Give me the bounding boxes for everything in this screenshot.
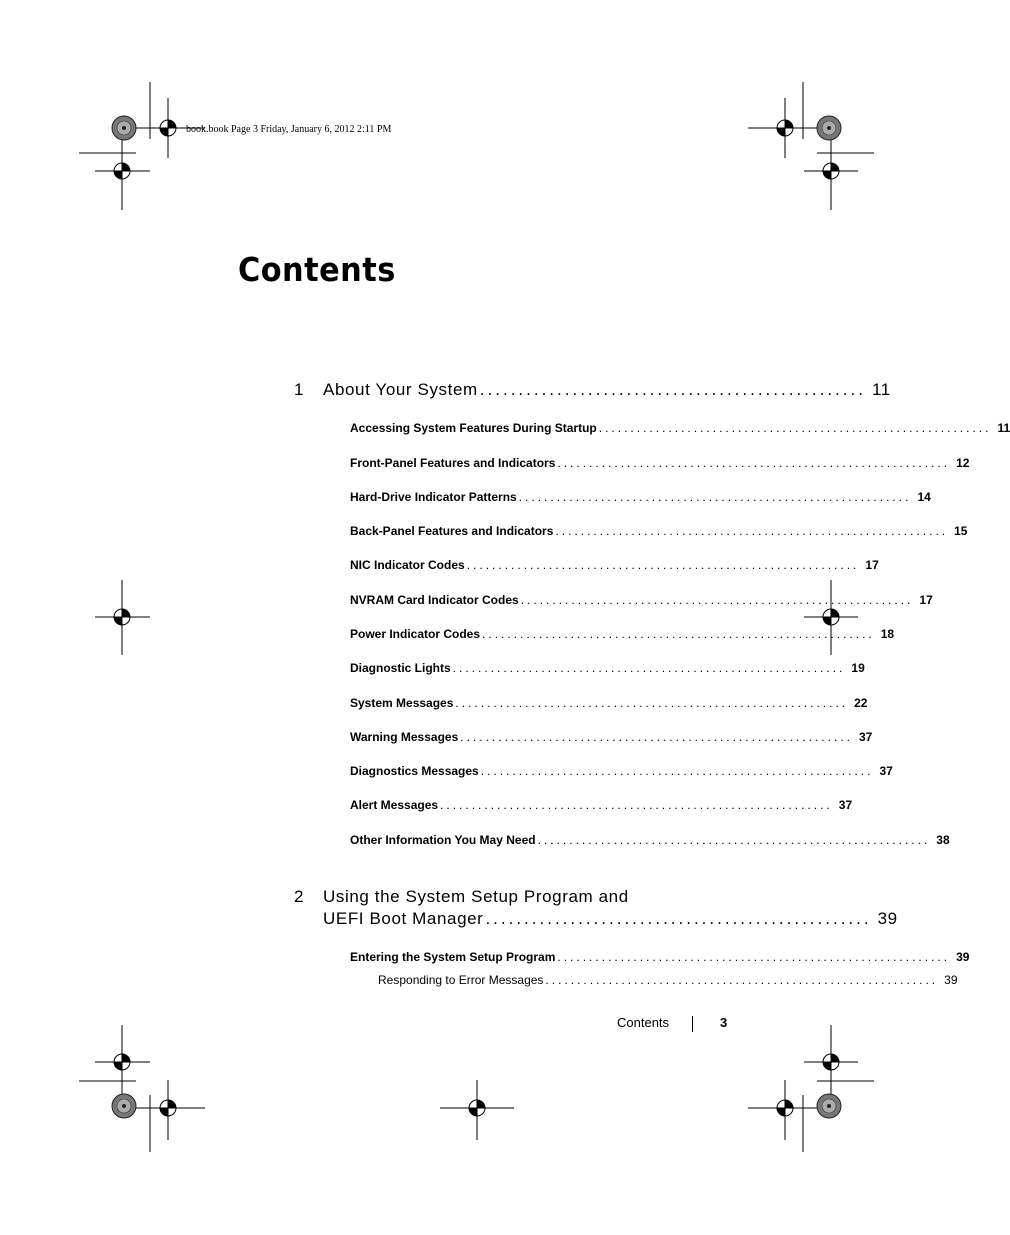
toc-section[interactable] — [350, 421, 1010, 435]
section-page: 38 — [936, 833, 950, 847]
dot-leader: .............................................................. — [518, 490, 912, 504]
section-title: Back-Panel Features and Indicators — [350, 524, 554, 538]
dot-leader: .................................................. — [479, 380, 866, 399]
section-title: Warning Messages — [350, 730, 459, 744]
toc-section[interactable] — [350, 730, 873, 744]
section-page: 37 — [858, 730, 873, 744]
section-title: System Messages — [350, 696, 454, 710]
toc-section[interactable] — [350, 456, 970, 470]
section-title: NVRAM Card Indicator Codes — [350, 593, 519, 607]
dot-leader: .............................................................. — [482, 627, 875, 641]
section-page: 17 — [919, 593, 933, 607]
page-title: Contents — [238, 250, 396, 289]
dot-leader: .............................................................. — [452, 661, 846, 675]
dot-leader: .............................................................. — [440, 798, 833, 812]
chapter-number: 2 — [294, 887, 305, 906]
chapter-title: UEFI Boot Manager — [323, 909, 484, 928]
dot-leader: .............................................................. — [557, 950, 951, 964]
toc-chapter-2[interactable] — [323, 909, 898, 929]
dot-leader: .............................................................. — [555, 524, 949, 538]
section-page: 12 — [956, 456, 970, 470]
toc-section[interactable] — [350, 627, 895, 641]
chapter-number: 1 — [294, 380, 305, 399]
dot-leader: .............................................................. — [455, 696, 849, 710]
dot-leader: .............................................................. — [598, 421, 992, 435]
section-title: Diagnostic Lights — [350, 661, 451, 675]
toc-section[interactable] — [350, 950, 970, 964]
dot-leader: .............................................................. — [537, 833, 931, 847]
dot-leader: .................................................. — [485, 909, 872, 928]
dot-leader: .............................................................. — [545, 973, 939, 987]
section-page: 14 — [917, 490, 931, 504]
section-page: 37 — [879, 764, 893, 778]
dot-leader: .............................................................. — [480, 764, 874, 778]
dot-leader: .............................................................. — [520, 593, 914, 607]
section-title: Alert Messages — [350, 798, 439, 812]
chapter-page: 39 — [877, 909, 898, 928]
dot-leader: .............................................................. — [460, 730, 853, 744]
toc-section[interactable] — [350, 661, 865, 675]
page-number: 3 — [720, 1015, 728, 1030]
print-slug: book.book Page 3 Friday, January 6, 2012 2:11 PM — [186, 124, 392, 135]
toc-chapter-1[interactable] — [294, 380, 891, 400]
dot-leader: .............................................................. — [466, 558, 860, 572]
section-page: 15 — [954, 524, 968, 538]
chapter-page: 11 — [871, 380, 891, 399]
section-title: Other Information You May Need — [350, 833, 536, 847]
toc-section[interactable] — [350, 696, 868, 710]
subsection-page: 39 — [944, 973, 958, 987]
section-title: Hard-Drive Indicator Patterns — [350, 490, 517, 504]
chapter-title: About Your System — [323, 380, 478, 399]
toc-section[interactable] — [350, 833, 950, 847]
toc-section[interactable] — [350, 524, 968, 538]
section-page: 22 — [854, 696, 868, 710]
section-title: Front-Panel Features and Indicators — [350, 456, 556, 470]
toc-section[interactable] — [350, 593, 933, 607]
section-title: Diagnostics Messages — [350, 764, 479, 778]
toc-subsection[interactable] — [378, 973, 958, 987]
section-title: NIC Indicator Codes — [350, 558, 465, 572]
toc-section[interactable] — [350, 764, 893, 778]
section-title: Power Indicator Codes — [350, 627, 481, 641]
section-page: 39 — [956, 950, 970, 964]
chapter-title-line-1: Using the System Setup Program and — [323, 887, 629, 906]
footer-divider — [692, 1016, 693, 1032]
subsection-title: Responding to Error Messages — [378, 973, 544, 987]
toc-section[interactable] — [350, 558, 879, 572]
section-page: 18 — [880, 627, 895, 641]
toc-section[interactable] — [350, 798, 853, 812]
section-page: 17 — [865, 558, 879, 572]
toc-section[interactable] — [350, 490, 931, 504]
footer-label: Contents — [617, 1015, 670, 1030]
toc-chapter-2-heading[interactable] — [294, 887, 629, 907]
section-page: 37 — [838, 798, 853, 812]
section-title: Accessing System Features During Startup — [350, 421, 597, 435]
section-title: Entering the System Setup Program — [350, 950, 556, 964]
section-page: 11 — [997, 421, 1010, 435]
dot-leader: .............................................................. — [557, 456, 951, 470]
section-page: 19 — [851, 661, 865, 675]
